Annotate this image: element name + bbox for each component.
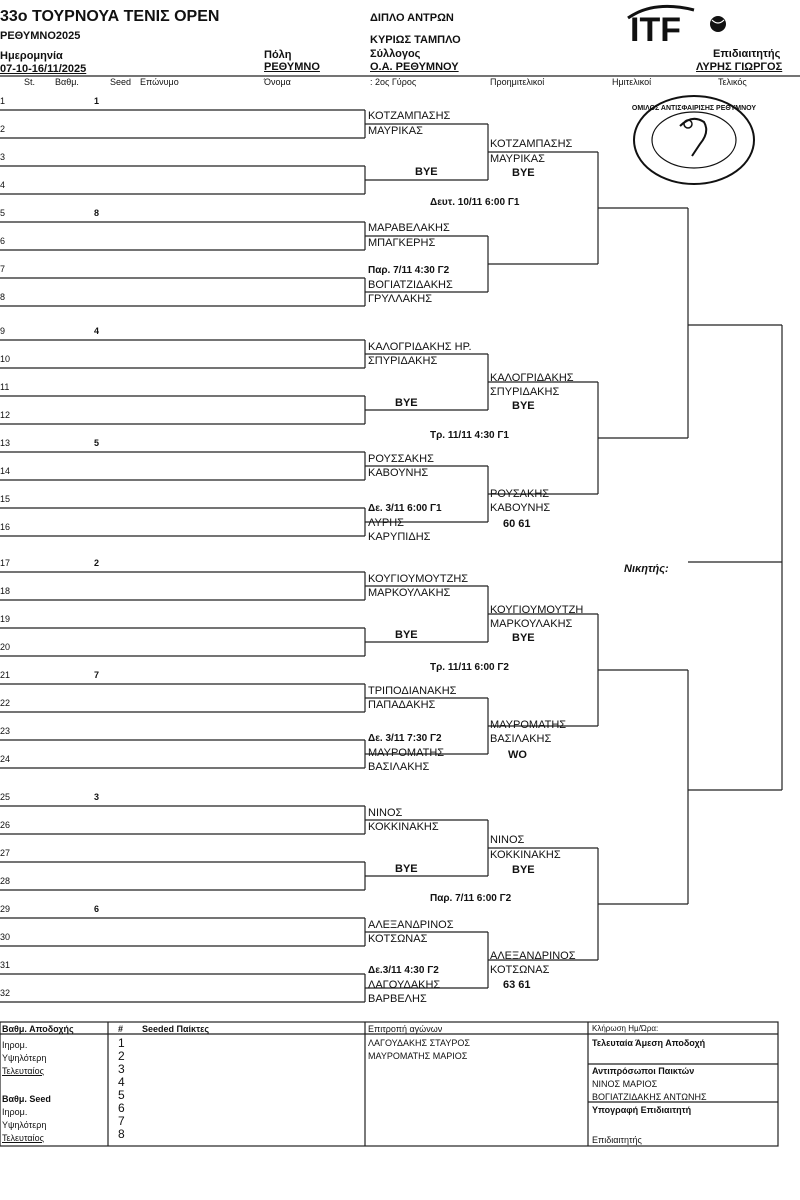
qf6-player1: ΝΙΝΟΣ xyxy=(490,834,525,846)
seeded-hash: # xyxy=(118,1024,124,1034)
row-number: 10 xyxy=(0,354,11,364)
r1-block2-player3: ΒΟΓΙΑΤΖΙΔΑΚΗΣ xyxy=(368,279,453,291)
col-round2: : 2ος Γύρος xyxy=(370,77,417,87)
committee-member-2: ΜΑΥΡΟΜΑΤΗΣ ΜΑΡΙΟΣ xyxy=(368,1051,468,1061)
r1-block3-player1: ΚΑΛΟΓΡΙΔΑΚΗΣ ΗΡ. xyxy=(368,341,472,353)
qf2-score: BYE xyxy=(512,400,535,412)
r1-block5-bye: BYE xyxy=(395,629,418,641)
r1-block4-player4: ΚΑΡΥΠΙΔΗΣ xyxy=(368,531,431,543)
row-number: 12 xyxy=(0,410,11,420)
r1-block6-player2: ΠΑΠΑΔΑΚΗΣ xyxy=(368,699,436,711)
last-direct-acceptance: Τελευταία Άμεση Αποδοχή xyxy=(592,1038,706,1048)
acceptance-title: Βαθμ. Αποδοχής xyxy=(2,1024,74,1034)
row-number: 23 xyxy=(0,726,11,736)
seeded-number: 2 xyxy=(118,1049,125,1063)
r1-block8-player4: ΒΑΡΒΕΛΗΣ xyxy=(368,993,427,1005)
referee-label: Επιδιαιτητής xyxy=(713,48,781,60)
itf-logo xyxy=(624,4,734,44)
r1-block7-player2: ΚΟΚΚΙΝΑΚΗΣ xyxy=(368,821,439,833)
qf5-score: WO xyxy=(508,749,527,761)
row-number: 5 xyxy=(0,208,6,218)
date-label: Ημερομηνία xyxy=(0,50,63,62)
r1-block1-player1: ΚΟΤΖΑΜΠΑΣΗΣ xyxy=(368,110,451,122)
row-number: 6 xyxy=(0,236,6,246)
row-number: 3 xyxy=(0,152,6,162)
r1-block1-player2: ΜΑΥΡΙΚΑΣ xyxy=(368,125,423,137)
row-number: 16 xyxy=(0,522,11,532)
r1-block4-player2: ΚΑΒΟΥΝΗΣ xyxy=(368,467,429,479)
seed-marker: 6 xyxy=(94,904,100,914)
city-value: ΡΕΘΥΜΝΟ xyxy=(264,61,320,73)
seeded-number: 6 xyxy=(118,1101,125,1115)
row-number: 4 xyxy=(0,180,6,190)
seed-marker: 5 xyxy=(94,438,100,448)
club-stamp-text: ΟΜΙΛΟΣ ΑΝΤΙΣΦΑΙΡΙΣΗΣ ΡΕΘΥΜΝΟΥ xyxy=(631,105,757,112)
row-number: 1 xyxy=(0,96,6,106)
row-number: 17 xyxy=(0,558,11,568)
committee-member-1: ΛΑΓΟΥΔΑΚΗΣ ΣΤΑΥΡΟΣ xyxy=(368,1038,470,1048)
seed-marker: 7 xyxy=(94,670,100,680)
seeded-number: 4 xyxy=(118,1075,125,1089)
referee-sign-label: Επιδιαιτητής xyxy=(592,1135,642,1145)
col-surname: Επώνυμο xyxy=(140,77,179,87)
committee-title: Επιτροπή αγώνων xyxy=(368,1024,443,1034)
itf-logo-text: ITF xyxy=(630,11,681,44)
qf3-player1: ΡΟΥΣΑΚΗΣ xyxy=(490,488,550,500)
row-number: 20 xyxy=(0,642,11,652)
seed-marker: 8 xyxy=(94,208,100,218)
seeded-number: 8 xyxy=(118,1127,125,1141)
signature-label: Υπογραφή Επιδιαιτητή xyxy=(592,1105,692,1115)
row-number: 28 xyxy=(0,876,11,886)
r1-block1-bye: BYE xyxy=(415,166,438,178)
r1-block2-player1: ΜΑΡΑΒΕΛΑΚΗΣ xyxy=(368,222,450,234)
col-rank: Βαθμ. xyxy=(55,77,79,87)
seed-row-2: Υψηλότερη xyxy=(2,1120,47,1130)
col-final: Τελικός xyxy=(718,77,747,87)
seed-marker: 3 xyxy=(94,792,100,802)
acceptance-row-1: Ιηρομ. xyxy=(2,1040,28,1050)
col-quarter: Προημιτελικοί xyxy=(490,77,545,87)
qf5-player1: ΜΑΥΡΟΜΑΤΗΣ xyxy=(490,719,567,731)
acceptance-row-2: Υψηλότερη xyxy=(2,1053,47,1063)
r1-block6-player1: ΤΡΙΠΟΔΙΑΝΑΚΗΣ xyxy=(368,685,457,697)
row-number: 24 xyxy=(0,754,11,764)
club-stamp xyxy=(630,92,758,188)
seeded-number: 3 xyxy=(118,1062,125,1076)
qf2-player2: ΣΠΥΡΙΔΑΚΗΣ xyxy=(490,386,560,398)
seed-marker: 1 xyxy=(94,96,100,106)
event-name: ΔΙΠΛΟ ΑΝΤΡΩΝ xyxy=(370,12,454,24)
r1-block8-player3: ΛΑΓΟΥΔΑΚΗΣ xyxy=(368,979,441,991)
r1-block7-player1: ΝΙΝΟΣ xyxy=(368,807,403,819)
city-label: Πόλη xyxy=(264,49,292,61)
row-number: 13 xyxy=(0,438,11,448)
seed-title: Βαθμ. Seed xyxy=(2,1094,51,1104)
col-name: Όνομα xyxy=(264,77,291,87)
qf-note-2: Τρ. 11/11 4:30 Γ1 xyxy=(430,430,509,441)
qf1-player1: ΚΟΤΖΑΜΠΑΣΗΣ xyxy=(490,138,573,150)
seeded-number: 7 xyxy=(118,1114,125,1128)
qf3-player2: ΚΑΒΟΥΝΗΣ xyxy=(490,502,551,514)
col-st: St. xyxy=(24,77,36,87)
qf6-player2: ΚΟΚΚΙΝΑΚΗΣ xyxy=(490,849,561,861)
players-reps-title: Αντιπρόσωποι Παικτών xyxy=(592,1066,695,1076)
r1-block7-bye: BYE xyxy=(395,863,418,875)
r1-block2-player2: ΜΠΑΓΚΕΡΗΣ xyxy=(368,237,436,249)
draw-time-label: Κλήρωση Ημ/Ώρα: xyxy=(592,1024,659,1033)
row-number: 8 xyxy=(0,292,6,302)
qf-note-3: Τρ. 11/11 6:00 Γ2 xyxy=(430,662,509,673)
row-number: 14 xyxy=(0,466,11,476)
r1-block6-player4: ΒΑΣΙΛΑΚΗΣ xyxy=(368,761,430,773)
seeded-number: 5 xyxy=(118,1088,125,1102)
row-number: 26 xyxy=(0,820,11,830)
r1-block3-player2: ΣΠΥΡΙΔΑΚΗΣ xyxy=(368,355,438,367)
col-semi: Ημιτελικοί xyxy=(612,77,652,87)
tournament-dates: 07-10-16/11/2025 xyxy=(0,63,87,75)
r1-block8-player1: ΑΛΕΞΑΝΔΡΙΝΟΣ xyxy=(368,919,454,931)
seed-row-1: Ιηρομ. xyxy=(2,1107,28,1117)
seed-row-3: Τελευταίος xyxy=(2,1133,44,1143)
seed-marker: 2 xyxy=(94,558,100,568)
qf7-score: 63 61 xyxy=(503,979,531,991)
r1-block3-bye: BYE xyxy=(395,397,418,409)
row-number: 32 xyxy=(0,988,11,998)
seeded-title: Seeded Παίκτες xyxy=(142,1024,210,1034)
r1-block4-schedule: Δε. 3/11 6:00 Γ1 xyxy=(368,503,442,514)
qf5-player2: ΒΑΣΙΛΑΚΗΣ xyxy=(490,733,552,745)
location-code: ΡΕΘΥΜΝΟ2025 xyxy=(0,30,81,42)
row-number: 21 xyxy=(0,670,11,680)
row-number: 29 xyxy=(0,904,11,914)
r1-block4-player1: ΡΟΥΣΣΑΚΗΣ xyxy=(368,453,434,465)
qf2-player1: ΚΑΛΟΓΡΙΔΑΚΗΣ xyxy=(490,372,574,384)
qf7-player2: ΚΟΤΣΩΝΑΣ xyxy=(490,964,550,976)
row-number: 15 xyxy=(0,494,11,504)
qf-note-4: Παρ. 7/11 6:00 Γ2 xyxy=(430,893,512,904)
row-number: 9 xyxy=(0,326,6,336)
draw-type: ΚΥΡΙΩΣ ΤΑΜΠΛΟ xyxy=(370,34,461,46)
seeded-number: 1 xyxy=(118,1036,125,1050)
r1-block8-schedule: Δε.3/11 4:30 Γ2 xyxy=(368,965,439,976)
players-rep-2: ΒΟΓΙΑΤΖΙΔΑΚΗΣ ΑΝΤΩΝΗΣ xyxy=(592,1092,707,1102)
row-number: 30 xyxy=(0,932,11,942)
qf4-player1: ΚΟΥΓΙΟΥΜΟΥΤΖΗ xyxy=(490,604,584,616)
qf7-player1: ΑΛΕΞΑΝΔΡΙΝΟΣ xyxy=(490,950,576,962)
qf1-score: BYE xyxy=(512,167,535,179)
acceptance-row-3: Τελευταίος xyxy=(2,1066,44,1076)
r1-block5-player2: ΜΑΡΚΟΥΛΑΚΗΣ xyxy=(368,587,451,599)
r1-block2-player4: ΓΡΥΛΛΑΚΗΣ xyxy=(368,293,433,305)
r1-block6-schedule: Δε. 3/11 7:30 Γ2 xyxy=(368,733,442,744)
row-number: 2 xyxy=(0,124,6,134)
r1-block4-player3: ΛΥΡΗΣ xyxy=(368,517,404,529)
qf1-player2: ΜΑΥΡΙΚΑΣ xyxy=(490,153,545,165)
club-label: Σύλλογος xyxy=(370,48,421,60)
row-number: 19 xyxy=(0,614,11,624)
row-number: 11 xyxy=(0,382,10,392)
row-number: 18 xyxy=(0,586,11,596)
row-number: 25 xyxy=(0,792,11,802)
row-number: 7 xyxy=(0,264,6,274)
qf-note-1: Δευτ. 10/11 6:00 Γ1 xyxy=(430,197,520,208)
qf4-score: BYE xyxy=(512,632,535,644)
qf3-score: 60 61 xyxy=(503,518,531,530)
r1-block8-player2: ΚΟΤΣΩΝΑΣ xyxy=(368,933,428,945)
club-value: Ο.Α. ΡΕΘΥΜΝΟΥ xyxy=(370,61,459,73)
tournament-title: 33ο ΤΟΥΡΝΟΥΑ ΤΕΝΙΣ OPEN xyxy=(0,8,220,25)
row-number: 31 xyxy=(0,960,11,970)
referee-value: ΛΥΡΗΣ ΓΙΩΡΓΟΣ xyxy=(696,61,783,73)
r1-block5-player1: ΚΟΥΓΙΟΥΜΟΥΤΖΗΣ xyxy=(368,573,469,585)
col-seed: Seed xyxy=(110,77,132,87)
seed-marker: 4 xyxy=(94,326,100,336)
row-number: 27 xyxy=(0,848,11,858)
r1-block2-schedule: Παρ. 7/11 4:30 Γ2 xyxy=(368,265,450,276)
winner-label: Νικητής: xyxy=(624,563,669,575)
qf6-score: BYE xyxy=(512,864,535,876)
r1-block6-player3: ΜΑΥΡΟΜΑΤΗΣ xyxy=(368,747,445,759)
row-number: 22 xyxy=(0,698,11,708)
players-rep-1: ΝΙΝΟΣ ΜΑΡΙΟΣ xyxy=(592,1079,658,1089)
qf4-player2: ΜΑΡΚΟΥΛΑΚΗΣ xyxy=(490,618,573,630)
